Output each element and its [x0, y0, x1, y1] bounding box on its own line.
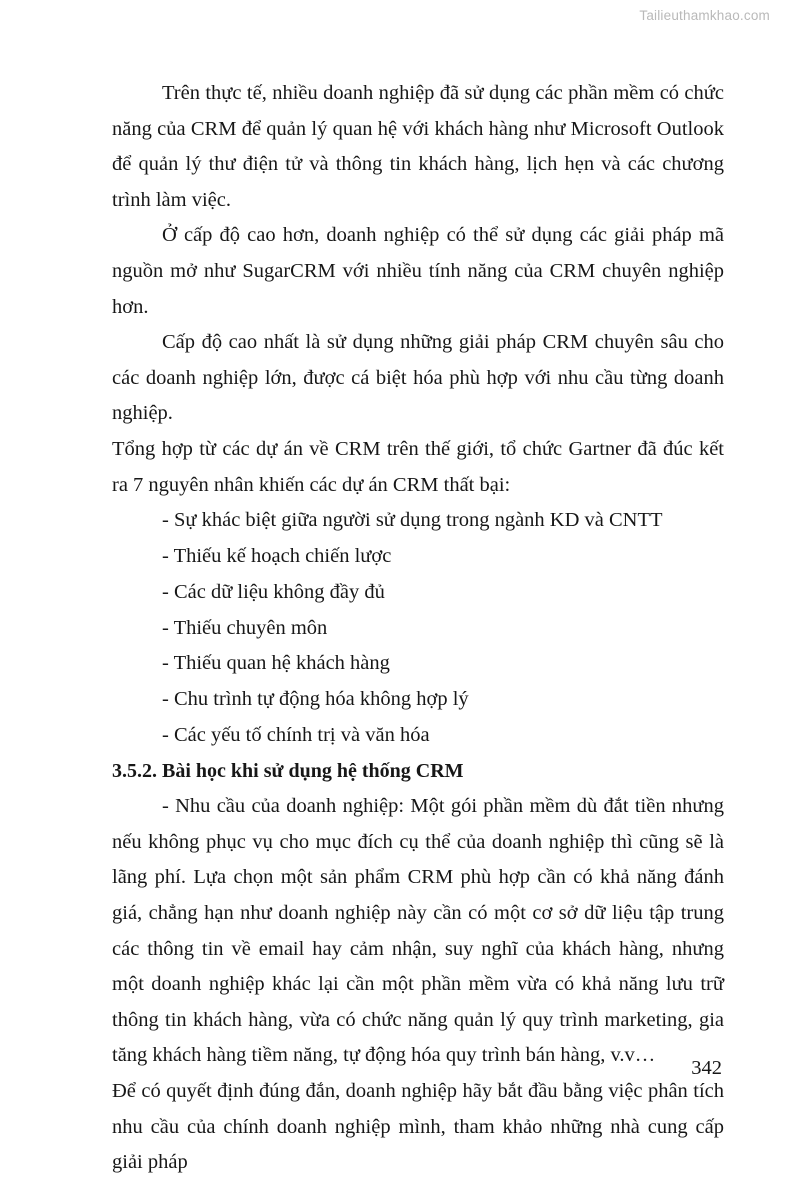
list-item: - Các yếu tố chính trị và văn hóa	[162, 723, 430, 746]
paragraph-2: Ở cấp độ cao hơn, doanh nghiệp có thể sử dụng các giải pháp mã nguồn mở như SugarCRM với nhiều tính năng của CRM chuyên nghiệp hơn.	[112, 224, 724, 318]
section-heading-3-5-2: 3.5.2. Bài học khi sử dụng hệ thống CRM	[112, 759, 464, 782]
paragraph-3: Cấp độ cao nhất là sử dụng những giải pháp CRM chuyên sâu cho các doanh nghiệp lớn, được cá biệt hóa phù hợp với nhu cầu từng doanh nghiệp.	[112, 331, 724, 425]
paragraph-4: Tổng hợp từ các dự án về CRM trên thế giới, tổ chức Gartner đã đúc kết ra 7 nguyên nhân khiến các dự án CRM thất bại:	[112, 437, 724, 496]
watermark-text: Tailieuthamkhao.com	[639, 8, 770, 23]
list-item: - Thiếu quan hệ khách hàng	[162, 652, 390, 675]
document-body	[112, 76, 724, 1181]
paragraph-1: Trên thực tế, nhiều doanh nghiệp đã sử dụng các phần mềm có chức năng của CRM để quản lý quan hệ với khách hàng như Microsoft Outlook để quản lý thư điện tử và thông tin khách hàng, lịch hẹn và các chương trình làm việc.	[112, 82, 724, 211]
list-item: - Thiếu chuyên môn	[162, 616, 328, 639]
list-item: - Các dữ liệu không đầy đủ	[162, 580, 385, 603]
crm-failure-reasons-list	[112, 503, 724, 754]
list-item: - Chu trình tự động hóa không hợp lý	[162, 688, 469, 711]
list-item: - Sự khác biệt giữa người sử dụng trong ngành KD và CNTT	[162, 509, 663, 532]
page-number: 342	[691, 1057, 722, 1079]
paragraph-5: - Nhu cầu của doanh nghiệp: Một gói phần mềm dù đắt tiền nhưng nếu không phục vụ cho mục đích cụ thể của doanh nghiệp thì cũng sẽ là lãng phí. Lựa chọn một sản phẩm CRM phù hợp cần có khả năng đánh giá, chẳng hạn như doanh nghiệp này cần có một cơ sở dữ liệu tập trung các thông tin về email hay cảm nhận, suy nghĩ của khách hàng, nhưng một doanh nghiệp khác lại cần một phần mềm vừa có khả năng lưu trữ thông tin khách hàng, vừa có chức năng quản lý quy trình marketing, gia tăng khách hàng tiềm năng, tự động hóa quy trình bán hàng, v.v…	[112, 795, 724, 1067]
list-item: - Thiếu kế hoạch chiến lược	[162, 544, 392, 567]
paragraph-6: Để có quyết định đúng đắn, doanh nghiệp hãy bắt đầu bằng việc phân tích nhu cầu của chính doanh nghiệp mình, tham khảo những nhà cung cấp giải pháp	[112, 1080, 724, 1174]
